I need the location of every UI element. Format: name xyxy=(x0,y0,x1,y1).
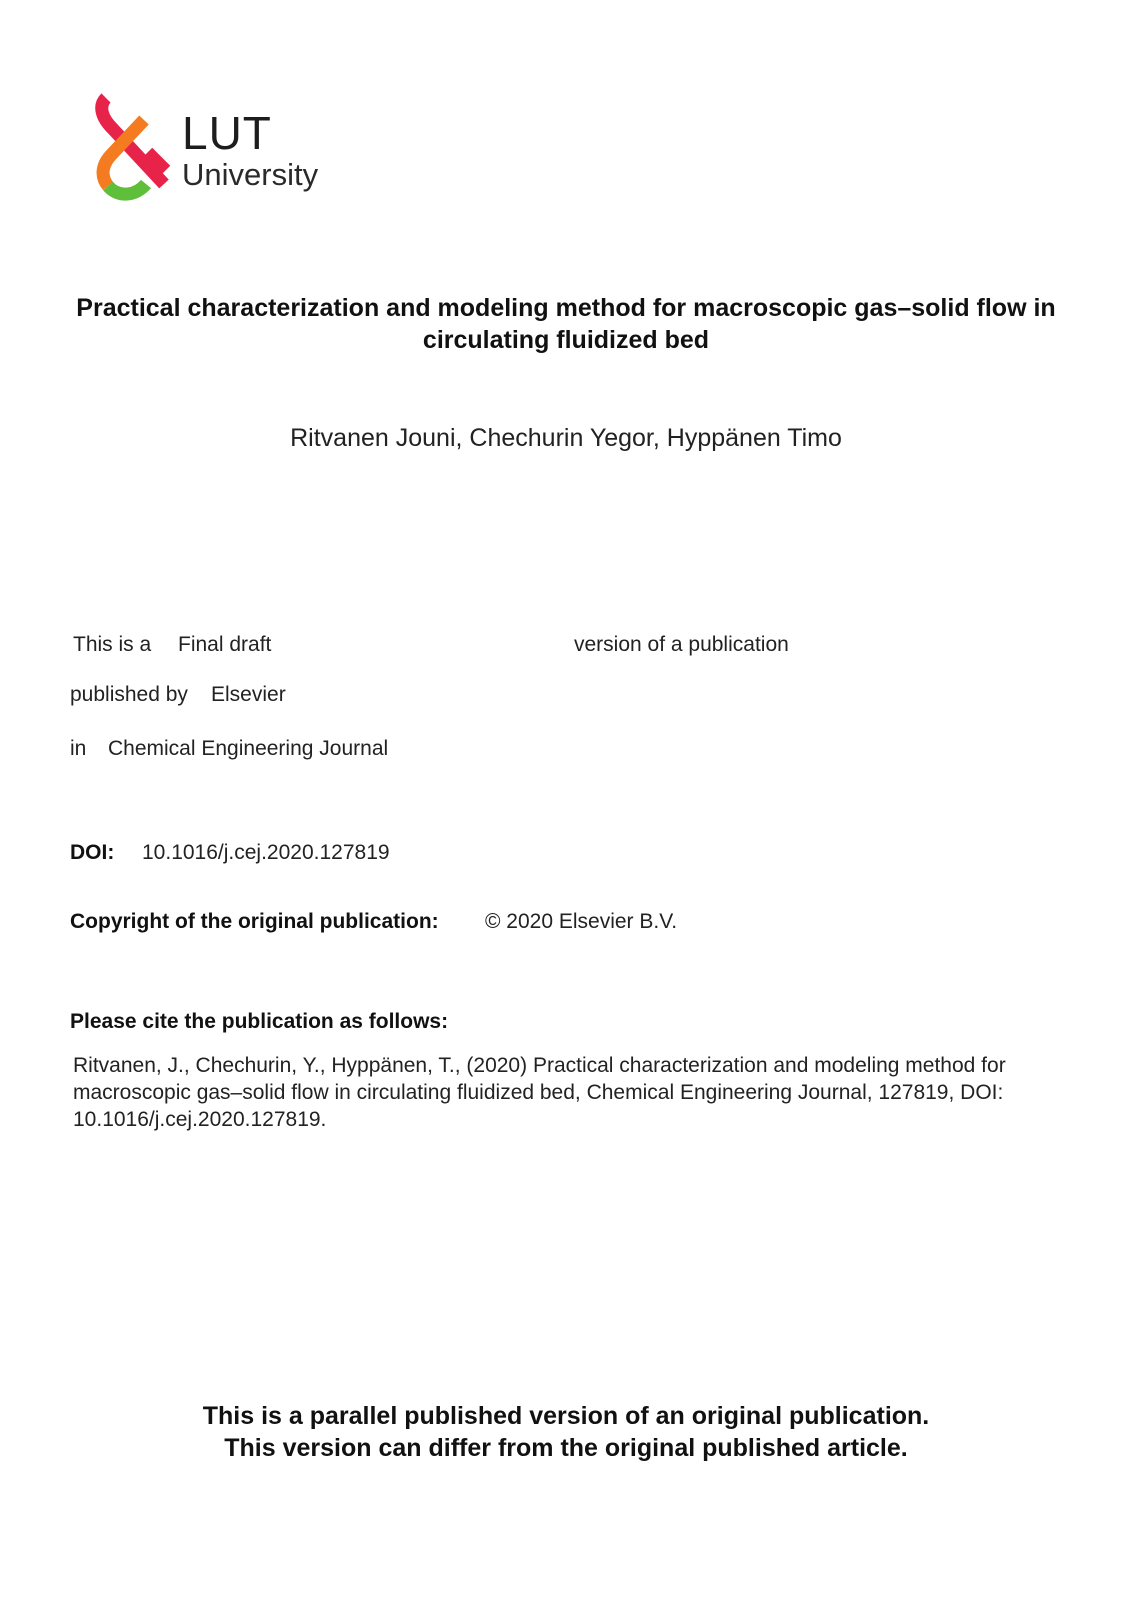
lut-ampersand-logo-icon xyxy=(92,92,174,202)
citation-heading: Please cite the publication as follows: xyxy=(70,1010,449,1033)
version-value: Final draft xyxy=(178,633,272,656)
journal-value: Chemical Engineering Journal xyxy=(108,737,389,760)
logo-text-lut: LUT xyxy=(182,107,272,159)
journal-label: in xyxy=(70,737,87,760)
copyright-row xyxy=(0,910,1132,936)
version-label: This is a xyxy=(73,633,152,656)
journal-row xyxy=(0,737,1132,763)
doi-row xyxy=(0,841,1132,867)
version-row xyxy=(0,633,1132,659)
logo-text-university: University xyxy=(182,157,319,192)
lut-university-logo xyxy=(92,92,342,202)
publisher-row xyxy=(0,683,1132,709)
copyright-value: © 2020 Elsevier B.V. xyxy=(485,910,678,933)
doi-label: DOI: xyxy=(70,841,115,864)
citation-text: Ritvanen, J., Chechurin, Y., Hyppänen, T., (2020) Practical characterization and modeling method for macroscopic gas–solid flow in circulating fluidized bed, Chemical Engineering Journal, 127819, DOI: 10.1016/j.cej.2020.127819. xyxy=(73,1054,1006,1131)
notice-line-2: This version can differ from the original published article. xyxy=(224,1434,908,1462)
doi-value: 10.1016/j.cej.2020.127819 xyxy=(142,841,390,864)
publisher-label: published by xyxy=(70,683,188,706)
notice-line-1: This is a parallel published version of an original publication. xyxy=(202,1402,930,1430)
parallel-publication-notice xyxy=(70,1400,1062,1464)
version-suffix: version of a publication xyxy=(574,633,789,656)
copyright-label: Copyright of the original publication: xyxy=(70,910,439,933)
publication-title: Practical characterization and modeling method for macroscopic gas–solid flow in circulating fluidized bed xyxy=(76,294,1056,354)
publisher-value: Elsevier xyxy=(211,683,286,706)
publication-authors: Ritvanen Jouni, Chechurin Yegor, Hyppänen Timo xyxy=(290,424,842,452)
